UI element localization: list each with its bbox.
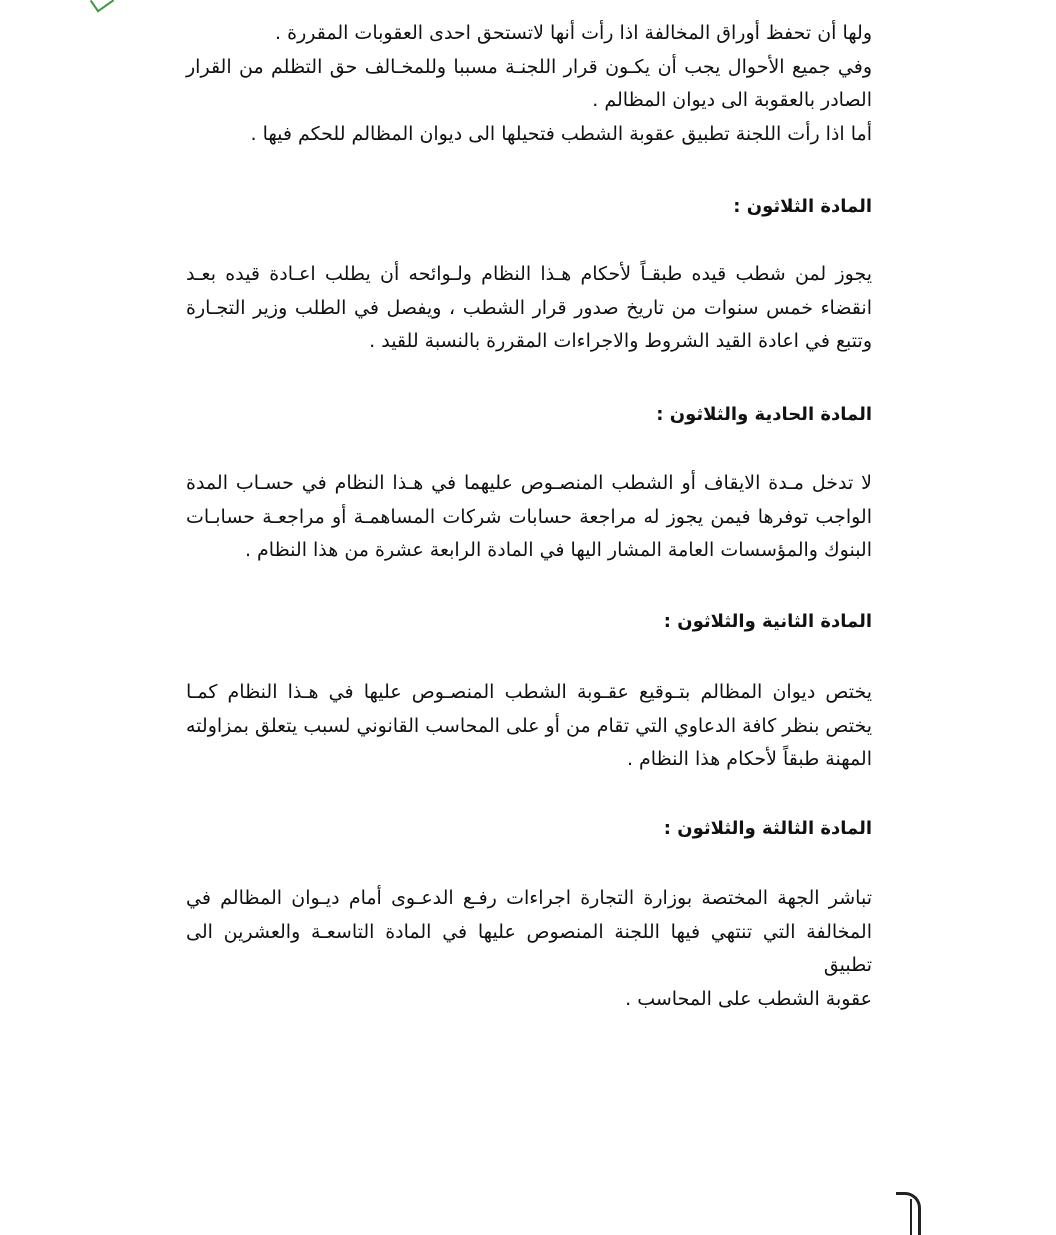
article-line: لا تدخل مـدة الايقاف أو الشطب المنصـوص عليهما في هـذا النظام في حسـاب المدة xyxy=(186,472,872,494)
article-line: تباشر الجهة المختصة بوزارة التجارة اجراءات رفـع الدعـوى أمام ديـوان المظالم في xyxy=(186,887,872,909)
article-line: المخالفة التي تنتهي فيها اللجنة المنصوص عليها في المادة التاسعـة والعشرين الى تطبيق xyxy=(186,920,872,976)
article-line: يختص ديوان المظالم بتـوقيع عقـوبة الشطب المنصـوص عليها في هـذا النظام كمـا xyxy=(186,681,872,703)
intro-line: أما اذا رأت اللجنة تطبيق عقوبة الشطب فتحيلها الى ديوان المظالم للحكم فيها . xyxy=(250,122,872,145)
article-line: المهنة طبقاً لأحكام هذا النظام . xyxy=(626,748,872,770)
corner-tick-mark xyxy=(90,0,114,12)
article-line: الواجب توفرها فيمن يجوز له مراجعة حسابات شركات المساهمـة أو مراجعـة حسابـات xyxy=(186,505,872,528)
article-30-heading: المادة الثلاثون : xyxy=(733,196,872,217)
article-33-body xyxy=(186,882,872,1016)
article-32-heading: المادة الثانية والثلاثون : xyxy=(663,611,872,632)
intro-line: ولها أن تحفظ أوراق المخالفة اذا رأت أنها لاتستحق احدى العقوبات المقررة . xyxy=(275,22,872,44)
intro-line: وفي جميع الأحوال يجب أن يكـون قرار اللجنـة مسببا وللمخـالف حق التظلم من القرار xyxy=(186,55,872,78)
article-31-heading: المادة الحادية والثلاثون : xyxy=(656,404,872,425)
article-line: وتتبع في اعادة القيد الشروط والاجراءات المقررة بالنسبة للقيد . xyxy=(369,330,872,352)
article-31-body xyxy=(186,467,872,568)
article-line: يجوز لمن شطب قيده طبقـاً لأحكام هـذا النظام ولـوائحه أن يطلب اعـادة قيده بعـد xyxy=(186,263,872,285)
article-line: البنوك والمؤسسات العامة المشار اليها في المادة الرابعة عشرة من هذا النظام . xyxy=(244,539,872,561)
page-curl-mark xyxy=(896,1192,921,1235)
article-line: انقضاء خمس سنوات من تاريخ صدور قرار الشطب ، ويفصل في الطلب وزير التجـارة xyxy=(186,296,872,319)
article-32-body xyxy=(186,676,872,777)
article-33-heading: المادة الثالثة والثلاثون : xyxy=(663,818,872,839)
article-30-body xyxy=(186,258,872,359)
article-line: عقوبة الشطب على المحاسب . xyxy=(625,987,872,1010)
intro-paragraph xyxy=(186,17,872,151)
intro-line: الصادر بالعقوبة الى ديوان المظالم . xyxy=(592,89,872,111)
article-line: يختص بنظر كافة الدعاوي التي تقام من أو على المحاسب القانوني لسبب يتعلق بمزاولته xyxy=(186,714,872,737)
